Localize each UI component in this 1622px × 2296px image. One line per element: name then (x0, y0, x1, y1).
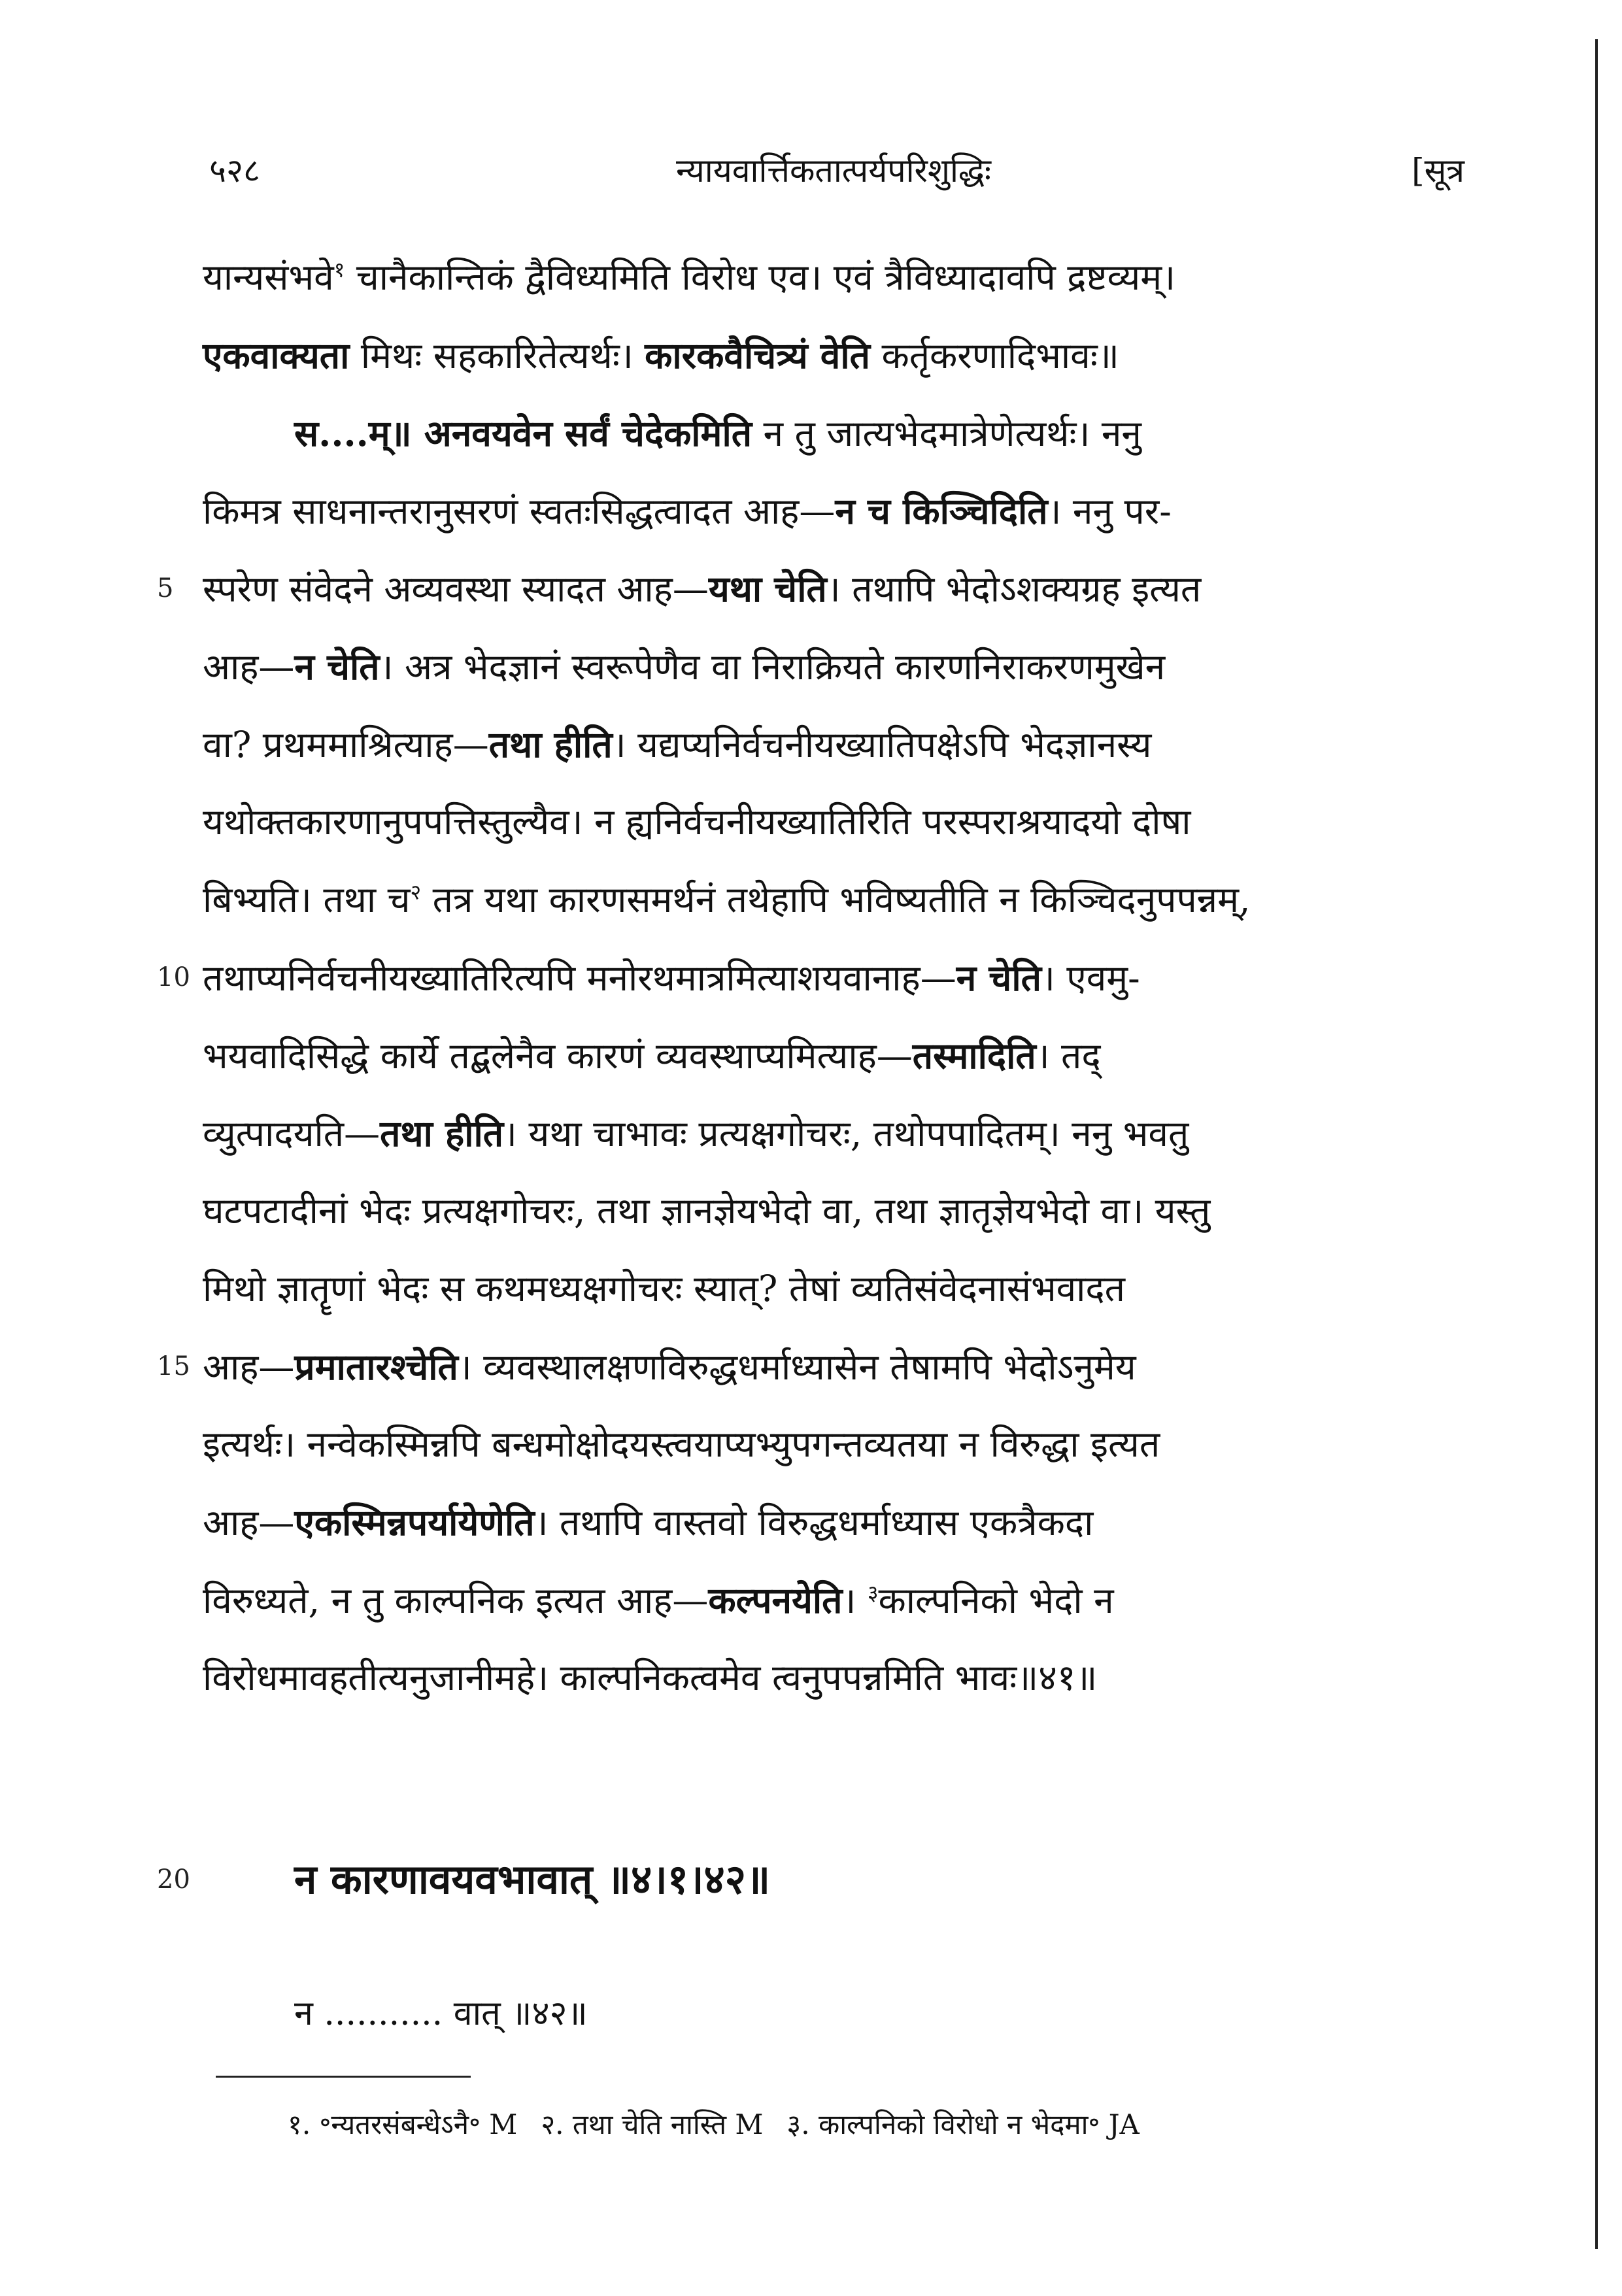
text-run: चानैकान्तिकं द्वैविध्यमिति विरोध एव। एवं त्रैविध्यादावपि द्रष्टव्यम्। (345, 256, 1175, 298)
text-run: । अत्र भेदज्ञानं स्वरूपेणैव वा निराक्रियते कारणनिराकरणमुखेन (379, 646, 1166, 688)
text-run: घटपटादीनां भेदः प्रत्यक्षगोचरः, तथा ज्ञानज्ञेयभेदो वा, तथा ज्ञातृज्ञेयभेदो वा। यस्तु (203, 1190, 1211, 1232)
text-line (203, 1250, 1464, 1328)
pratika-bold: न च किञ्चिदिति (835, 490, 1048, 532)
line-number: 15 (157, 1351, 190, 1381)
text-run: कर्तृकरणादिभावः॥ (870, 335, 1119, 377)
pratika-bold: स....म्॥ अनवयवेन सर्वं चेदेकमिति (294, 412, 752, 454)
text-run: । व्यवस्थालक्षणविरुद्धधर्माध्यासेन तेषामपि भेदोऽनुमेय (458, 1346, 1136, 1388)
pratika-bold: प्रमातारश्चेति (294, 1345, 458, 1388)
text-line (203, 1094, 1464, 1172)
text-run: । (842, 1579, 868, 1621)
text-run: । तथापि वास्तवो विरुद्धधर्माध्यास एकत्रैकदा (534, 1502, 1094, 1544)
footnote-marker: २ (410, 879, 422, 905)
text-run: मिथः सहकारितेत्यर्थः। (349, 335, 645, 377)
text-run: इत्यर्थः। नन्वेकस्मिन्नपि बन्धमोक्षोदयस्त्वयाप्यभ्युपगन्तव्यतया न विरुद्धा इत्यत (203, 1423, 1160, 1465)
footnote: २. तथा चेति नास्ति M (541, 2108, 764, 2140)
text-line (157, 939, 1464, 1017)
footnote-marker: ३ (867, 1580, 879, 1606)
text-line (203, 1017, 1464, 1094)
sutra-text: न कारणावयवभावात् ॥४।१।४२॥ (294, 1855, 771, 1903)
text-run: आह— (203, 646, 295, 688)
sutra-heading (157, 1840, 1464, 1919)
line-number: 5 (157, 573, 174, 603)
pratika-text: न ........... वात् ॥४२॥ (294, 1994, 588, 2033)
pratika-bold: कल्पनयेति (708, 1579, 843, 1621)
text-run: वा? प्रथममाश्रित्याह— (203, 724, 489, 766)
text-line (203, 472, 1464, 550)
running-title: न्यायवार्त्तिकतात्पर्यपरिशुद्धिः (676, 152, 991, 190)
text-run: विरुध्यते, न तु काल्पनिक इत्यत आह— (203, 1579, 709, 1621)
text-run: । यद्यप्यनिर्वचनीयख्यातिपक्षेऽपि भेदज्ञानस्य (612, 724, 1152, 766)
text-line (157, 550, 1464, 628)
text-line (203, 628, 1464, 705)
text-line (203, 239, 1464, 316)
pratika-bold: तथा हीति (488, 723, 613, 766)
text-line (203, 1561, 1464, 1639)
text-run: भयवादिसिद्धे कार्ये तद्बलेनैव कारणं व्यवस्थाप्यमित्याह— (203, 1035, 913, 1077)
text-line (203, 1483, 1464, 1561)
pratika-bold: न चेति (294, 645, 380, 688)
pratika-bold: कारकवैचित्र्यं वेति (645, 334, 870, 377)
pratika-bold: यथा चेति (708, 567, 827, 610)
text-run: यथोक्तकारणानुपपत्तिस्तुल्यैव। न ह्यनिर्वचनीयख्यातिरिति परस्पराश्रयादयो दोषा (203, 801, 1191, 843)
text-line (203, 1639, 1464, 1717)
text-line (203, 394, 1464, 472)
text-run: तथाप्यनिर्वचनीयख्यातिरित्यपि मनोरथमात्रमित्याशयवानाह— (203, 957, 956, 999)
text-line (203, 316, 1464, 394)
text-line (203, 783, 1464, 861)
text-run: न तु जात्यभेदमात्रेणेत्यर्थः। ननु (752, 413, 1141, 454)
text-run: । यथा चाभावः प्रत्यक्षगोचरः, तथोपपादितम्। ननु भवतु (503, 1113, 1189, 1155)
footnote-marker: १ (333, 257, 345, 282)
text-run: व्युत्पादयति— (203, 1113, 380, 1155)
page-edge-rule (1595, 39, 1598, 2249)
text-run: आह— (203, 1346, 295, 1388)
line-number: 10 (157, 962, 190, 992)
text-run: तत्र यथा कारणसमर्थनं तथेहापि भविष्यतीति न किञ्चिदनुपपन्नम्, (421, 879, 1251, 920)
text-run: मिथो ज्ञातॄणां भेदः स कथमध्यक्षगोचरः स्यात्? तेषां व्यतिसंवेदनासंभवादत (203, 1268, 1125, 1309)
text-run: । तथापि भेदोऽशक्यग्रह इत्यत (826, 568, 1202, 610)
text-run: बिभ्यति। तथा च (203, 879, 411, 920)
text-run: । एवमु- (1041, 957, 1140, 999)
section-tag: [सूत्र (1411, 152, 1464, 190)
text-line (157, 1328, 1464, 1406)
footnote: १. ॰न्यतरसंबन्धेऽनै॰ M (288, 2108, 518, 2140)
footnote: ३. काल्पनिको विरोधो न भेदमा॰ JA (786, 2108, 1140, 2140)
pratika-bold: एकस्मिन्नपर्यायेणेति (294, 1501, 535, 1544)
text-run: स्परेण संवेदने अव्यवस्था स्यादत आह— (203, 568, 709, 610)
pratika-bold: तथा हीति (380, 1112, 504, 1155)
footnotes (288, 2092, 1163, 2157)
text-run: विरोधमावहतीत्यनुजानीमहे। काल्पनिकत्वमेव त्वनुपपन्नमिति भावः॥४१॥ (203, 1657, 1098, 1698)
text-run: आह— (203, 1502, 295, 1544)
text-run: यान्यसंभवे (203, 256, 334, 298)
text-run: काल्पनिको भेदो न (878, 1579, 1114, 1621)
pratika-bold: न चेति (956, 956, 1041, 999)
page-number: ५२८ (209, 152, 260, 190)
text-line (203, 1172, 1464, 1250)
footnote-divider (216, 2076, 471, 2078)
text-line (203, 861, 1464, 939)
commentary-text (157, 239, 1464, 1717)
text-run: किमत्र साधनान्तरानुसरणं स्वतःसिद्धत्वादत आह— (203, 490, 836, 532)
line-number: 20 (157, 1865, 190, 1895)
text-line (203, 705, 1464, 783)
pratika-bold: तस्मादिति (912, 1034, 1036, 1077)
text-run: । तद् (1036, 1035, 1101, 1077)
pratika-bold: एकवाक्यता (203, 334, 350, 377)
text-run: । ननु पर- (1047, 490, 1172, 532)
text-line (203, 1406, 1464, 1483)
running-header (203, 147, 1464, 219)
